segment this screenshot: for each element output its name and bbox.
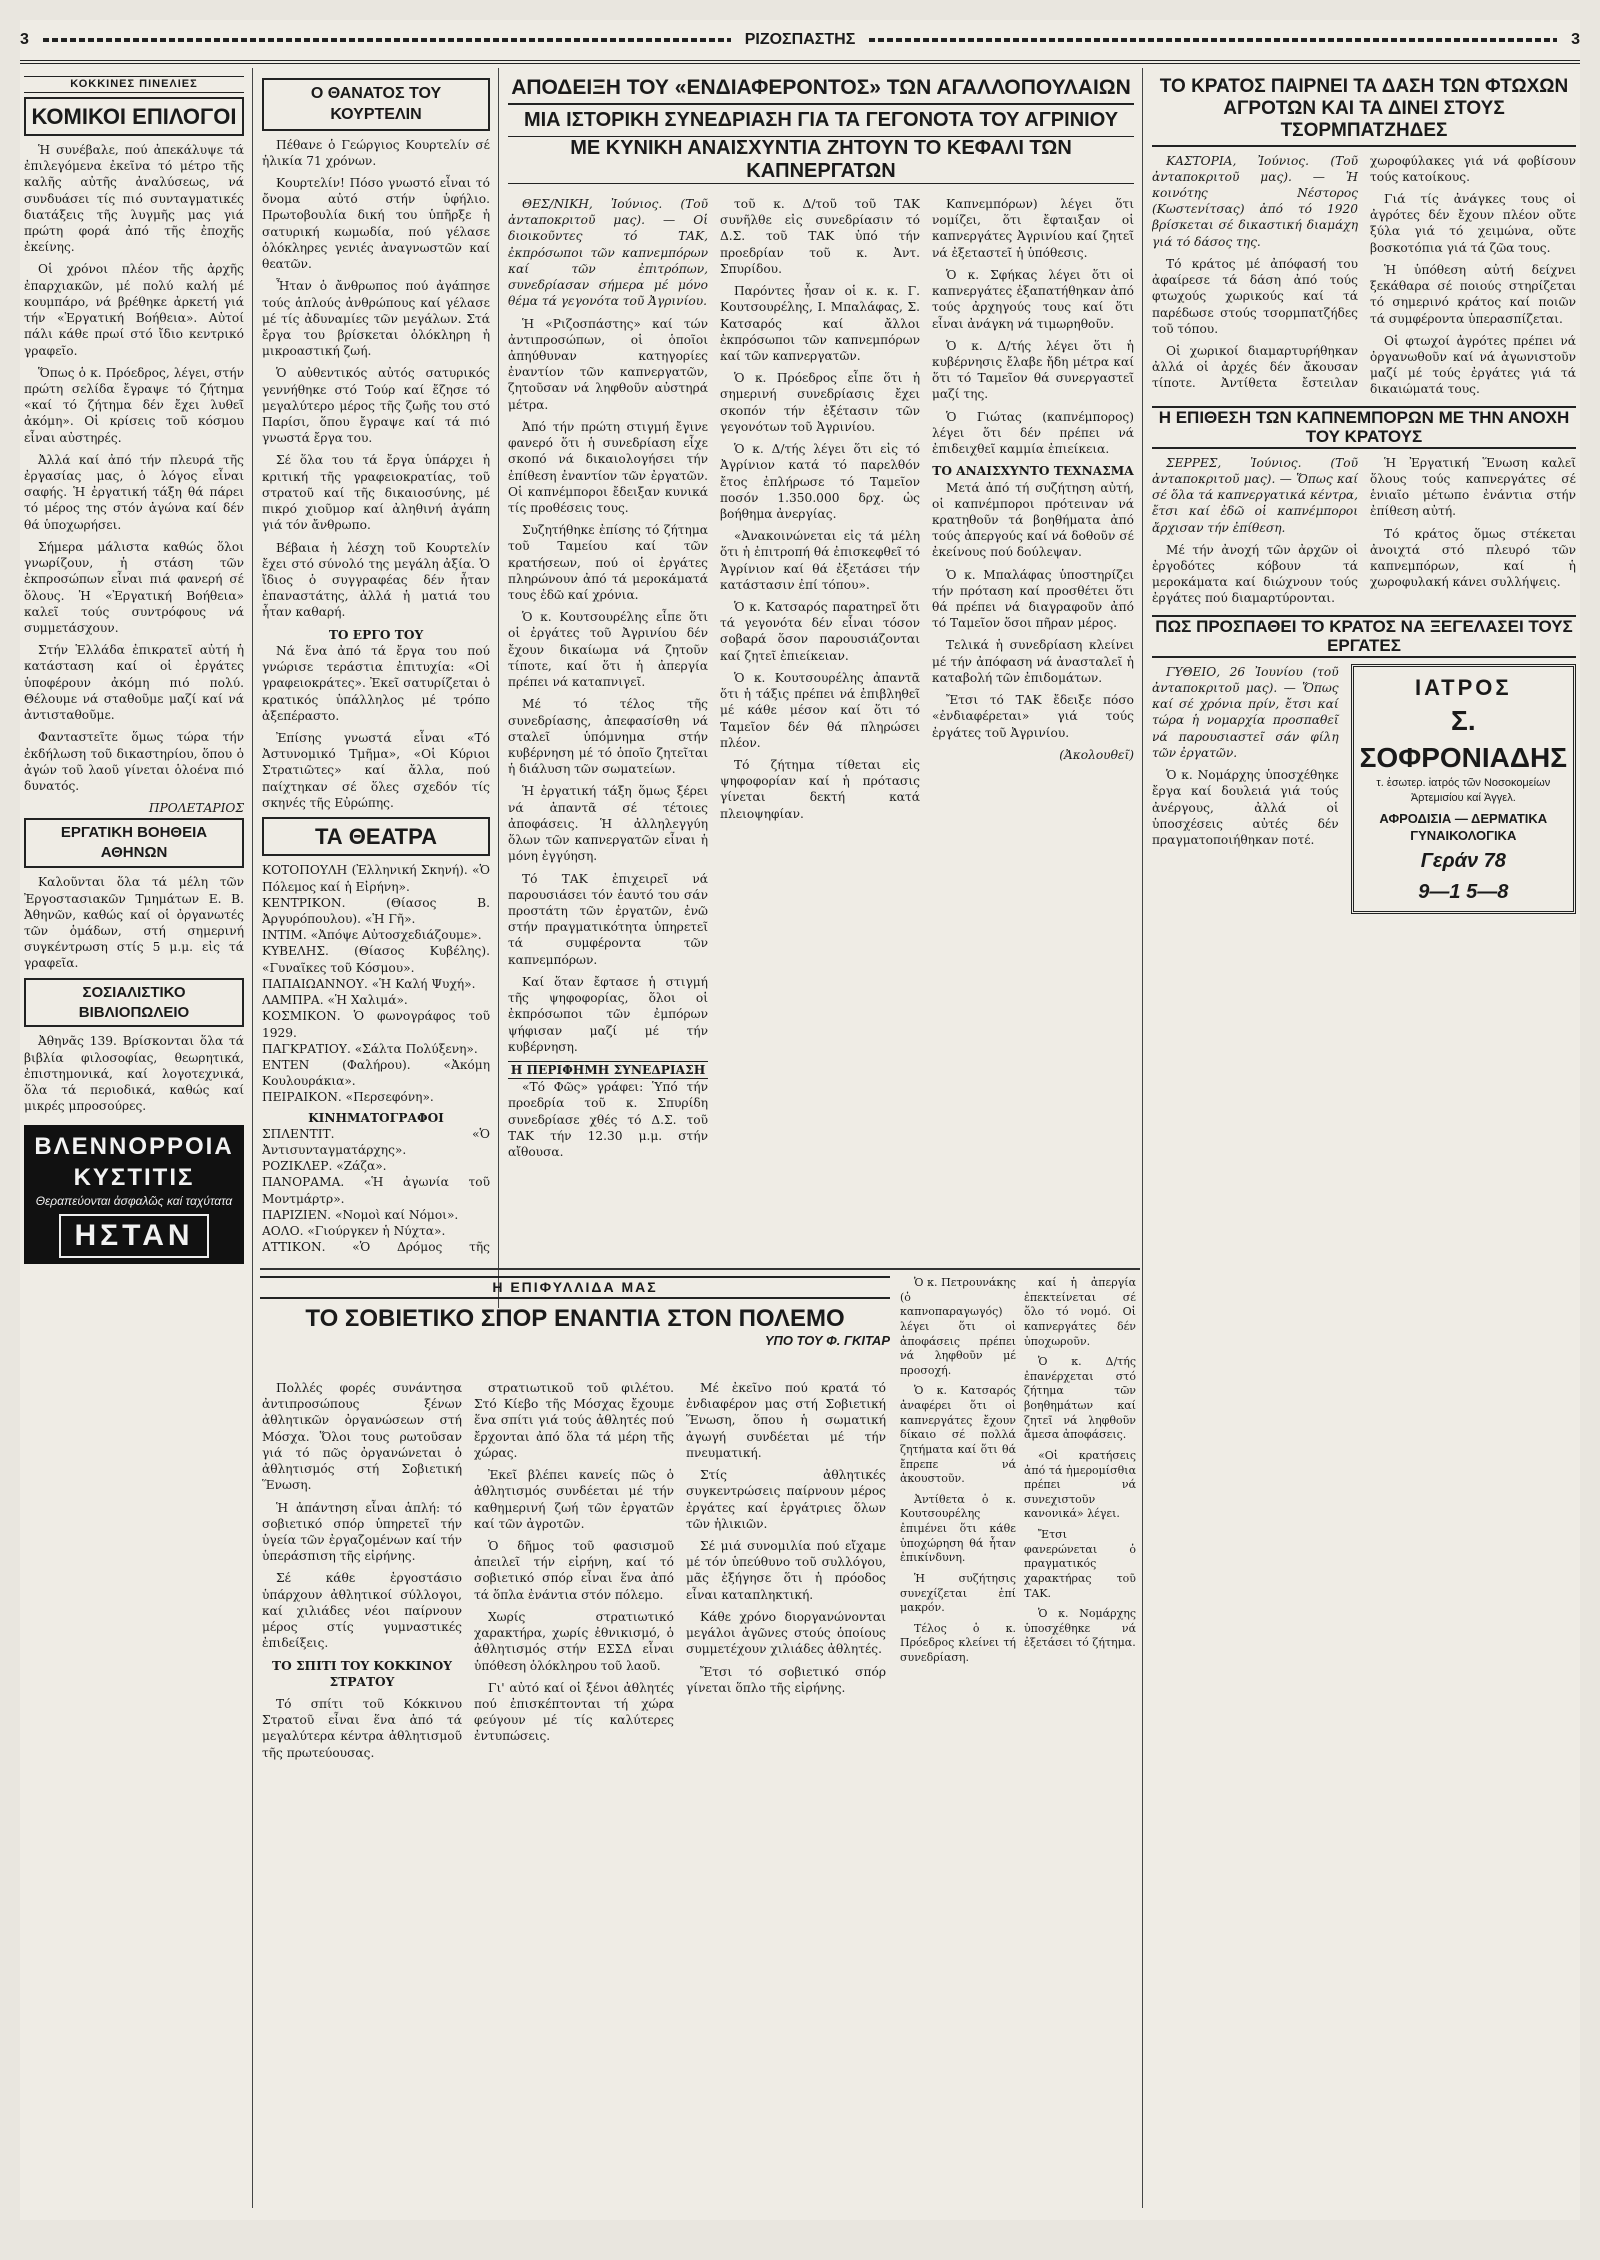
paragraph: Ἐκεῖ βλέπει κανείς πῶς ὁ ἀθλητισμός συνδέεται μέ τήν καθημερινή ζωή τῶν ἐργατῶν καί τῶν ἀγροτῶν. xyxy=(474,1468,674,1531)
masthead xyxy=(20,20,1580,64)
paragraph: Πέθανε ὁ Γεώργιος Κουρτελίν σέ ἡλικία 71 χρόνων. xyxy=(262,137,490,168)
subheading: ΤΟ ΕΡΓΟ ΤΟΥ xyxy=(328,627,424,642)
listing: ΠΑΓΚΡΑΤΙΟΥ. «Σάλτα Πολύξενη». xyxy=(262,1041,478,1056)
column-1 xyxy=(24,76,244,2206)
listing: ΠΕΙΡΑΙΚΟΝ. «Περσεφόνη». xyxy=(262,1090,434,1105)
paragraph: στρατιωτικοῦ τοῦ φιλέτου. Στό Κίεβο τῆς Μόσχας ἔχουμε ἕνα σπίτι γιά τούς ἀθλητές πού ἔρχονται ἀπό ὅλα τά μέρη τῆς χώρας. xyxy=(474,1381,674,1460)
paragraph: Ἡ ἀπάντηση εἶναι ἁπλή: τό σοβιετικό σπόρ ὑπηρετεῖ τήν ὑγεία τῶν ἐργαζομένων καί τήν ὑπεράσπιση τῆς εἰρήνης. xyxy=(262,1500,462,1564)
advertisement xyxy=(24,1125,244,1265)
paragraph: «Οἱ κρατήσεις ἀπό τά ἡμερομίσθια πρέπει νά συνεχιστοῦν κανονικά» λέγει. xyxy=(1024,1448,1136,1521)
ad-hours: 9—1 5—8 xyxy=(1418,880,1509,903)
paragraph: Ὁ κ. Πετρουνάκης (ὁ καπνοπαραγωγός) λέγει ὅτι οἱ ἀποφάσεις πρέπει νά ληφθοῦν μέ προσοχή. xyxy=(900,1276,1016,1377)
paragraph: Ὁ Γιώτας (καπνέμπορος) λέγει ὅτι δέν πρέπει νά ἐπιδειχθεῖ καμμία ἐπιείκεια. xyxy=(932,409,1134,457)
paragraph: Οἱ χωρικοί διαμαρτυρήθηκαν ἀλλά οἱ ἀρχές δέν ἄκουσαν τίποτε. Ἀντίθετα ἔστειλαν χωροφύλακες γιά νά φοβίσουν τούς κατοίκους. xyxy=(1152,153,1576,391)
paragraph: Γιά τίς ἀνάγκες τους οἱ ἀγρότες δέν ἔχουν πλέον οὔτε ξύλα γιά τό χειμώνα, οὔτε βοσκοτόπια γιά τά ζῶα τους. xyxy=(1370,191,1576,255)
paragraph: Καπνεμπόρων) λέγει ὅτι νομίζει, ὅτι ἔφταιξαν οἱ καπνεργάτες Ἀγρινίου καί ζητεῖ νά ἐξεταστεῖ ἡ ὑπόθεσις. xyxy=(932,197,1134,260)
paragraph: Τό κράτος μέ ἀπόφασή του ἀφαίρεσε τά δάση ἀπό τούς φτωχούς χωρικούς καί τά παρέδωσε στούς τσορμπατζήδες τοῦ τόπου. xyxy=(1152,256,1358,336)
lower-column-5 xyxy=(1024,1276,1136,2216)
paragraph: ΓΥΘΕΙΟ, 26 Ἰουνίου (τοῦ ἀνταποκριτοῦ μας). — Ὅπως καί σέ χρόνια πρίν, ἔτσι καί τώρα ἡ νομαρχία προσπαθεῖ νά παρουσιαστεῖ σάν φίλη τῶν ἐργατῶν. xyxy=(1152,664,1339,760)
ad-line: τ. ἐσωτερ. ἰατρός τῶν Νοσοκομείων Ἀρτεμισίου καί Ἀγγελ. xyxy=(1376,777,1551,805)
main-subheadline: ΜΙΑ ΙΣΤΟΡΙΚΗ ΣΥΝΕΔΡΙΑΣΗ ΓΙΑ ΤΑ ΓΕΓΟΝΟΤΑ ΤΟΥ ΑΓΡΙΝΙΟΥ xyxy=(523,109,1119,132)
article-headline: Ο ΘΑΝΑΤΟΣ ΤΟΥ ΚΟΥΡΤΕΛΙΝ xyxy=(262,78,490,131)
paragraph: Ἀντίθετα ὁ κ. Κουτσουρέλης ἐπιμένει ὅτι κάθε ὑποχώρηση θά ἦταν ἐπικίνδυνη. xyxy=(900,1492,1016,1565)
paragraph: Τελικά ἡ συνεδρίαση κλείνει μέ τήν ἀπόφαση νά ἀνασταλεῖ ἡ καταβολή τῶν ἐπιδομάτων. xyxy=(932,638,1134,685)
article-body xyxy=(1152,455,1576,607)
listing: ΡΟΖΙΚΛΕΡ. «Ζάζα». xyxy=(262,1159,387,1174)
section-divider xyxy=(260,1268,1140,1270)
paragraph: Ὁ κ. Δ/τής λέγει ὅτι ἡ κυβέρνησις ἔλαβε ἤδη μέτρα καί ὅτι τό Ταμεῖον θά συνεργαστεῖ μαζί της. xyxy=(932,338,1134,402)
paragraph: Σήμερα μάλιστα καθώς ὅλοι γνωρίζουν, ἡ στάση τῶν ἐκπροσώπων εἶναι πιά φανερή σέ ὅλους. Ἡ «Ἐργατική Βοήθεια» καλεῖ τούς συντρόφους νά συμμετάσχουν. xyxy=(24,539,244,635)
listing: ΙΝΤΙΜ. «Ἀπόψε Αὐτοσχεδιάζουμε». xyxy=(262,928,482,943)
article-body xyxy=(1152,664,1576,915)
article-body xyxy=(1152,153,1576,398)
paragraph: Πολλές φορές συνάντησα ἀντιπροσώπους ξένων ἀθλητικῶν ὀργανώσεων στή Μόσχα. Ὅλοι τους ρωτοῦσαν γιά τό πῶς ὀργανώνεται ὁ ἀθλητισμός στή Σοβιετική Ἕνωση. xyxy=(262,1381,462,1493)
paragraph: Τό ΤΑΚ ἐπιχειρεῖ νά παρουσιάσει τόν ἑαυτό του σάν προστάτη τῶν ἐργατῶν, ἐνῶ στήν πραγματικότητα ὑπηρετεῖ τά συμφέροντα τῶν καπνεμπόρων. xyxy=(508,871,708,967)
ad-name: Σ. ΣΟΦΡΟΝΙΑΔΗΣ xyxy=(1359,705,1568,774)
subheading: ΤΟ ΑΝΑΙΣΧΥΝΤΟ ΤΕΧΝΑΣΜΑ xyxy=(932,464,1134,479)
feuilleton-column-2 xyxy=(474,1380,674,2216)
feuilleton-column-3 xyxy=(686,1380,886,2216)
feuilleton-header xyxy=(260,1276,890,1376)
doctor-advertisement xyxy=(1351,664,1576,915)
column-4 xyxy=(720,196,920,1256)
article-headline: ΤΟ ΚΡΑΤΟΣ ΠΑΙΡΝΕΙ ΤΑ ΔΑΣΗ ΤΩΝ ΦΤΩΧΩΝ ΑΓΡΟΤΩΝ ΚΑΙ ΤΑ ΔΙΝΕΙ ΣΤΟΥΣ ΤΣΟΡΜΠΑΤΖΗΔΕΣ xyxy=(1152,76,1576,147)
listing: ΛΑΜΠΡΑ. «Ἡ Χαλιμά». xyxy=(262,993,408,1008)
paragraph: Τό σπίτι τοῦ Κόκκινου Στρατοῦ εἶναι ἕνα ἀπό τά μεγαλύτερα κέντρα ἀθλητισμοῦ τῆς πρωτεύουσας. xyxy=(262,1696,462,1760)
paragraph: Φανταστεῖτε ὅμως τώρα τήν ἐκδήλωση τοῦ δικαστηρίου, ὅπου ὁ ἀγών τοῦ λαοῦ γίνεται ὁλοένα πιό δυνατός. xyxy=(24,730,244,793)
listing: ΠΑΝΟΡΑΜΑ. «Ἡ ἀγωνία τοῦ Μοντμάρτρ». xyxy=(262,1175,490,1206)
column-rule xyxy=(498,68,499,1308)
paragraph: Ἡ ἐργατική τάξη ὅμως ξέρει νά ἀπαντᾶ σέ τέτοιες ἀποφάσεις. Ἡ ἀλληλεγγύη ὅλων τῶν καπνεργατῶν εἶναι ἡ μόνη ἐγγύηση. xyxy=(508,784,708,864)
paragraph: ΘΕΣ/ΝΙΚΗ, Ἰούνιος. (Τοῦ ἀνταποκριτοῦ μας). — Οἱ διοικοῦντες τό ΤΑΚ, ἐκπρόσωποι τῶν καπνεμπόρων καί τῶν ἐπιτρόπων, συνεδρίασαν σήμερα μέ μόνο θέμα τά γεγονότα τοῦ Ἀγρινίου. xyxy=(508,197,708,309)
paragraph: Στίς ἀθλητικές συγκεντρώσεις παίρνουν μέρος ἐργάτες καί ἐργάτριες ὅλων τῶν ἡλικιῶν. xyxy=(686,1468,886,1531)
listing: ΕΝΤΕΝ (Φαλήρου). «Ἀκόμη Κουλουράκια». xyxy=(262,1057,490,1089)
paragraph: Ἀθηνᾶς 139. Βρίσκονται ὅλα τά βιβλία φιλοσοφίας, θεωρητικά, ἐπιστημονικά, καί λογοτεχνικά, ὅλα τά περιοδικά, καθώς καί μικρές μπροσούρες. xyxy=(24,1034,244,1114)
paragraph: Ἡ συζήτησις συνεχίζεται ἐπί μακρόν. xyxy=(900,1571,1016,1615)
column-6 xyxy=(1152,76,1576,2206)
subheading: Η ΠΕΡΙΦΗΜΗ ΣΥΝΕΔΡΙΑΣΗ xyxy=(508,1061,708,1079)
ad-line: Θεραπεύονται ἀσφαλῶς καί ταχύτατα xyxy=(35,1194,233,1209)
paragraph: Μέ τό τέλος τῆς συνεδρίασης, ἀπεφασίσθη νά σταλεῖ ὑπόμνημα στήν κυβέρνηση μέ τό ὁποῖο ζητεῖται ἡ διάλυση τῶν σωματείων. xyxy=(508,697,708,777)
article-headline: Η ΕΠΙΘΕΣΗ ΤΩΝ ΚΑΠΝΕΜΠΟΡΩΝ ΜΕ ΤΗΝ ΑΝΟΧΗ ΤΟΥ ΚΡΑΤΟΥΣ xyxy=(1152,406,1576,449)
paragraph: Κουρτελίν! Πόσο γνωστό εἶναι τό ὄνομα αὐτό στήν ὑφήλιο. Πρωτοβουλία δική του ὑπῆρξε ἡ σατυρική κωμωδία, πού γέλασε ὁλόκληρες γενιές ἀναγνωστῶν καί θεατῶν. xyxy=(262,175,490,272)
listing: ΑΤΤΙΚΟΝ. «Ὁ Δρόμος τῆς xyxy=(262,1240,490,1255)
paragraph: «Ἀνακοινώνεται εἰς τά μέλη ὅτι ἡ ἐπιτροπή θά ἐπισκεφθεῖ τό Ἀγρίνιον καί θά ἐξετάσει τήν κατάστασιν ἐπί τόπου». xyxy=(720,529,920,592)
paragraph: Καλοῦνται ὅλα τά μέλη τῶν Ἐργοστασιακῶν Τμημάτων Ε. Β. Ἀθηνῶν, καθώς καί οἱ ὀργανωτές τῶν ὁμάδων, στή σημερινή συγκέντρωση στίς 5 μ.μ. εἰς τά γραφεῖα. xyxy=(24,875,244,971)
paragraph: Σέ κάθε ἐργοστάσιο ὑπάρχουν ἀθλητικοί σύλλογοι, καί χιλιάδες νέοι παίρνουν μέρος στίς γυμναστικές ἐπιδείξεις. xyxy=(262,1571,462,1651)
paragraph: Ὁ δῆμος τοῦ φασισμοῦ ἀπειλεῖ τήν εἰρήνη, καί τό σοβιετικό σπόρ εἶναι ἕνα ἀπό τά ὅπλα ἐνάντια στόν πόλεμο. xyxy=(474,1538,674,1602)
paragraph: Ἔτσι φανερώνεται ὁ πραγματικός χαρακτήρας τοῦ ΤΑΚ. xyxy=(1024,1528,1136,1600)
paragraph: τοῦ κ. Δ/τοῦ τοῦ ΤΑΚ συνῆλθε εἰς συνεδρίασιν τό Δ.Σ. τοῦ ΤΑΚ ὑπό τήν προεδρίαν τοῦ κ. Ἀντ. Σπυρίδου. xyxy=(720,197,920,276)
paragraph: Ὁ κ. Δ/τής ἐπανέρχεται στό ζήτημα τῶν βοηθημάτων καί ζητεῖ νά ληφθοῦν ἄμεσα ἀποφάσεις. xyxy=(1024,1355,1136,1442)
paragraph: Ἀπό τήν πρώτη στιγμή ἔγινε φανερό ὅτι ἡ συνεδρίαση εἶχε σκοπό νά δικαιολογήσει τήν ἐπίθεση ἐναντίον τῶν ἐργατῶν. Οἱ καπνέμποροι ἔδειξαν κυνικά τίς προθέσεις τους. xyxy=(508,419,708,515)
paragraph: Οἱ χρόνοι πλέον τῆς ἀρχῆς ἐπαρχιακῶν, μέ πολύ καλή μέ κουμπάρο, νά βρέθηκε ἀρκετή γιά τήν «Ἐργατική Βοήθεια». Αὐτοί πάλι κάθε πρωί στό ἴδιο κεντρικό γραφεῖο. xyxy=(24,262,244,358)
paragraph: Κάθε χρόνο διοργανώνονται μεγάλοι ἀγῶνες στούς ὁποίους συμμετέχουν χιλιάδες ἀθλητές. xyxy=(686,1609,886,1657)
paragraph: Ἐπίσης γνωστά εἶναι «Τό Ἀστυνομικό Τμῆμα», «Οἱ Κύριοι Στρατιῶτες» καί ἄλλα, πού παίχτηκαν σέ ὅλες σχεδόν τίς σκηνές τῆς Εὐρώπης. xyxy=(262,730,490,810)
paragraph: ΚΑΣΤΟΡΙΑ, Ἰούνιος. (Τοῦ ἀνταποκριτοῦ μας). — Ἡ κοινότης Νέστορος (Κωστενίτσας) ἀπό τό 1920 βρίσκεται σέ δικαστική διαμάχη γιά τό δάσος της. xyxy=(1152,153,1358,249)
column-rule xyxy=(1142,68,1143,2208)
paragraph: Ὁ κ. Δ/τής λέγει ὅτι εἰς τό Ἀγρίνιον κατά τό παρελθόν ἔτος ἐπλήρωσε τό Ταμεῖον ποσόν 1.350.000 δρχ. ὡς βοήθημα ἀνεργίας. xyxy=(720,442,920,521)
paragraph: Τέλος ὁ κ. Πρόεδρος κλείνει τή συνεδρίαση. xyxy=(900,1621,1016,1664)
lower-column-4 xyxy=(900,1276,1016,2216)
section-headline: ΣΟΣΙΑΛΙΣΤΙΚΟ ΒΙΒΛΙΟΠΩΛΕΙΟ xyxy=(24,978,244,1028)
paragraph: Μέ τήν ἀνοχή τῶν ἀρχῶν οἱ ἐργοδότες κόβουν τά μεροκάματα καί διώχνουν τούς ἐργάτες πού διαμαρτύρονται. xyxy=(1152,542,1358,606)
subheading: ΤΟ ΣΠΙΤΙ ΤΟΥ ΚΟΚΚΙΝΟΥ ΣΤΡΑΤΟΥ xyxy=(272,1658,452,1689)
section-kicker: ΚΟΚΚΙΝΕΣ ΠΙΝΕΛΙΕΣ xyxy=(24,76,244,93)
paragraph: Ὁ κ. Κουτσουρέλης ἀπαντᾶ ὅτι ἡ τάξις πρέπει νά ἐπιβληθεῖ μέ κάθε μέσον καί ὅτι τό Ταμεῖον δέν θά πληρώσει πλέον. xyxy=(720,670,920,750)
ad-line: ΚΥΣΤΙΤΙΣ xyxy=(73,1164,195,1192)
paragraph: Σέ ὅλα του τά ἔργα ὑπάρχει ἡ κριτική τῆς γραφειοκρατίας, τοῦ στρατοῦ καί τῆς δικαιοσύνης, μέ πικρό χιοῦμορ καί ἀληθινή ἀγάπη γιά τόν ἄνθρωπο. xyxy=(262,453,490,533)
paragraph: Γι' αὐτό καί οἱ ξένοι ἀθλητές πού ἐπισκέπτονται τή χώρα φεύγουν μέ τίς καλύτερες ἐντυπώσεις. xyxy=(474,1680,674,1744)
paragraph: Τό ζήτημα τίθεται εἰς ψηφοφορίαν καί ἡ πρότασις γίνεται δεκτή κατά πλειοψηφίαν. xyxy=(720,758,920,821)
paragraph: Ἀλλά καί ἀπό τήν πλευρά τῆς ἐργασίας μας, ὁ λόγος εἶναι σαφής. Ἡ ἐργατική τάξη θά πάρει τό μέρος της στόν ἀγώνα καί δέν θά ὑποχωρήσει. xyxy=(24,452,244,532)
paragraph: Σέ μιά συνομιλία πού εἴχαμε μέ τόν ὑπεύθυνο τοῦ συλλόγου, μᾶς ἐξήγησε ὅτι ἡ πρόοδος εἶναι καταπληκτική. xyxy=(686,1538,886,1602)
listing: ΚΥΒΕΛΗΣ. (Θίασος Κυβέλης). «Γυναῖκες τοῦ Κόσμου». xyxy=(262,944,490,975)
paragraph: καί ἡ ἀπεργία ἐπεκτείνεται σέ ὅλο τό νομό. Οἱ καπνεργάτες δέν ὑποχωροῦν. xyxy=(1024,1276,1136,1348)
article-text xyxy=(1152,664,1339,915)
newspaper-page xyxy=(20,20,1580,2220)
main-headline: ΑΠΟΔΕΙΞΗ ΤΟΥ «ΕΝΔΙΑΦΕΡΟΝΤΟΣ» ΤΩΝ ΑΓΑΛΛΟΠΟΥΛΑΙΩΝ xyxy=(508,76,1134,105)
listing: ΣΠΛΕΝΤΙΤ. «Ὁ Ἀντισυνταγματάρχης». xyxy=(262,1126,490,1158)
paragraph: Ἡ ὑπόθεση αὐτή δείχνει ξεκάθαρα σέ ποιούς στηρίζεται τό σημερινό κράτος καί ποιῶν τά συμφέροντα ὑπερασπίζεται. xyxy=(1370,262,1576,326)
ad-line: ΙΑΤΡΟΣ xyxy=(1415,674,1512,700)
ad-brand: ΗΣΤΑΝ xyxy=(59,1214,209,1258)
section-headline: ΕΡΓΑΤΙΚΗ ΒΟΗΘΕΙΑ ΑΘΗΝΩΝ xyxy=(24,818,244,868)
paragraph: Ὁ κ. Πρόεδρος εἶπε ὅτι ἡ σημερινή συνεδρίασις ἔχει σκοπόν τήν ἐξέτασιν τῶν γεγονότων τοῦ Ἀγρινίου. xyxy=(720,371,920,434)
paragraph: Ἦταν ὁ ἄνθρωπος πού ἀγάπησε τούς ἁπλούς ἀνθρώπους καί γέλασε μέ τίς ἀδυναμίες τῶν μεγάλων. Στά ἔργα του βρίσκεται ὁλόκληρη ἡ μικροαστική ζωή. xyxy=(262,279,490,359)
paragraph: Καί ὅταν ἔφτασε ἡ στιγμή τῆς ψηφοφορίας, ὅλοι οἱ ἐκπρόσωποι τῶν ἐμπόρων ψήφισαν μαζί μέ τήν κυβέρνηση. xyxy=(508,974,708,1054)
paragraph: Χωρίς στρατιωτικό χαρακτήρα, χωρίς ἐθνικισμό, ὁ ἀθλητισμός στήν ΕΣΣΔ εἶναι ὑπόθεση ὁλόκληρου τοῦ λαοῦ. xyxy=(474,1609,674,1673)
subheading: ΚΙΝΗΜΑΤΟΓΡΑΦΟΙ xyxy=(308,1110,444,1125)
paragraph: ΣΕΡΡΕΣ, Ἰούνιος. (Τοῦ ἀνταποκριτοῦ μας). — Ὅπως καί σέ ὅλα τά καπνεργατικά κέντρα, ἔτσι καί ἐδῶ οἱ καπνέμποροι ἄρχισαν τήν ἐπίθεση. xyxy=(1152,455,1358,535)
column-3 xyxy=(508,196,708,1256)
listing: ΚΕΝΤΡΙΚΟΝ. (Θίασος Β. Ἀργυρόπουλου). «Ἡ Γῆ». xyxy=(262,895,490,926)
paragraph: Ὁ κ. Μπαλάφας ὑποστηρίζει τήν πρόταση καί προσθέτει ὅτι θά πρέπει νά διαγραφοῦν ἀπό τό Ταμεῖον ὅσοι πῆραν μέρος. xyxy=(932,567,1134,631)
column-2 xyxy=(262,76,490,1256)
page-number-left: 3 xyxy=(20,31,29,48)
paragraph: Ὁ κ. Κατσαρός παρατηρεῖ ὅτι τά γεγονότα δέν εἶναι τόσον σοβαρά ὅσον παρουσιάζονται καί ζητεῖ ἐπιείκειαν. xyxy=(720,600,920,663)
article-headline: ΠΩΣ ΠΡΟΣΠΑΘΕΙ ΤΟ ΚΡΑΤΟΣ ΝΑ ΞΕΓΕΛΑΣΕΙ ΤΟΥΣ ΕΡΓΑΤΕΣ xyxy=(1152,615,1576,658)
ad-line: ΒΛΕΝΝΟΡΡΟΙΑ xyxy=(34,1132,234,1160)
feuilleton-headline: ΤΟ ΣΟΒΙΕΤΙΚΟ ΣΠΟΡ ΕΝΑΝΤΙΑ ΣΤΟΝ ΠΟΛΕΜΟ xyxy=(305,1304,845,1332)
paragraph: Βέβαια ἡ λέσχη τοῦ Κουρτελίν ἔχει στό σύνολό της μεγάλη ἀξία. Ὁ ἴδιος ὁ συγγραφέας δέν ἦταν ἐπαναστάτης, ἀλλά ἡ ματιά του ἦταν καθαρή. xyxy=(262,540,490,620)
masthead-rule-right xyxy=(869,38,1557,42)
ad-line: ΑΦΡΟΔΙΣΙΑ — ΔΕΡΜΑΤΙΚΑ ΓΥΝΑΙΚΟΛΟΓΙΚΑ xyxy=(1379,810,1548,843)
signature: ΠΡΟΛΕΤΑΡΙΟΣ xyxy=(148,801,244,816)
feuilleton-byline: ΥΠΟ ΤΟΥ Φ. ΓΚΙΤΑΡ xyxy=(764,1333,890,1349)
listing: ΠΑΡΙΖΙΕΝ. «Νομοὶ καί Νόμοι». xyxy=(262,1207,459,1222)
paragraph: Ὁ κ. Νομάρχης ὑποσχέθηκε νά ἐξετάσει τό ζήτημα. xyxy=(1024,1607,1136,1650)
paragraph: Τό κράτος ὅμως στέκεται ἀνοιχτά στό πλευρό τῶν καπνεμπόρων, καί ἡ χωροφυλακή κάνει συλλήψεις. xyxy=(1370,526,1576,590)
paragraph: Ἡ συνέβαλε, πού ἀπεκάλυψε τά ἐπιλεγόμενα ἐκεῖνα τό μέτρο τῆς καλῆς αὐτῆς ἀναλύσεως, νά συνδυάσει τίς πιό συνταγματικές διατάξεις τῆς λυγμῆς μας γιά πρώτη φορά ἀπό τῆς ἐποχῆς ἐκείνης. xyxy=(24,142,244,255)
feuilleton-column-1 xyxy=(262,1380,462,2216)
main-subheadline: ΜΕ ΚΥΝΙΚΗ ΑΝΑΙΣΧΥΝΤΙΑ ΖΗΤΟΥΝ ΤΟ ΚΕΦΑΛΙ ΤΩΝ ΚΑΠΝΕΡΓΑΤΩΝ xyxy=(508,136,1134,184)
paragraph: Ὅπως ὁ κ. Πρόεδρος, λέγει, στήν πρώτη σελίδα ἔγραψε τό ζήτημα «καί τό ζήτημα δέν ἔχει λυθεῖ ἀκόμη». Οἱ κρίσεις τοῦ κόσμου εἶναι αὐστηρές. xyxy=(24,365,244,445)
paragraph: Ἔτσι τό σοβιετικό σπόρ γίνεται ὅπλο τῆς εἰρήνης. xyxy=(686,1664,886,1695)
paragraph: Μέ ἐκεῖνο πού κρατά τό ἐνδιαφέρον μας στή Σοβιετική Ἕνωση, ὅπου ἡ σωματική ἀγωγή συνδέεται μέ τήν πνευματική. xyxy=(686,1381,886,1460)
article-headline: ΚΟΜΙΚΟΙ ΕΠΙΛΟΓΟΙ xyxy=(24,97,244,136)
paragraph: Ἡ Ἐργατική Ἕνωση καλεῖ ὅλους τούς καπνεργάτες σέ ἑνιαῖο μέτωπο ἐνάντια στήν ἐπίθεση αὐτή. xyxy=(1370,455,1576,519)
paragraph: Ὁ αὐθεντικός αὐτός σατυρικός γεννήθηκε στό Τούρ καί ἔζησε τό μεγαλύτερο μέρος τῆς ζωῆς του στό Παρίσι, ὅπου ἔγραψε καί τά πιό γνωστά ἔργα του. xyxy=(262,366,490,446)
listing: ΠΑΠΑΙΩΑΝΝΟΥ. «Ἡ Καλή Ψυχή». xyxy=(262,976,476,991)
ad-address: Γεράν 78 xyxy=(1420,850,1506,873)
paragraph: Ὁ κ. Νομάρχης ὑποσχέθηκε ἔργα καί δουλειά γιά τούς ἀνέργους, ἀλλά οἱ ὑποσχέσεις αὐτές δέν πραγματοποιήθηκαν ποτέ. xyxy=(1152,768,1339,847)
masthead-rule-left xyxy=(43,38,731,42)
paragraph: Στήν Ἑλλάδα ἐπικρατεῖ αὐτή ἡ κατάσταση καί οἱ ἐργάτες ὑποφέρουν ἀκόμη πιό πολύ. Θέλουμε νά σταθοῦμε μαζί καί νά ἀντισταθοῦμε. xyxy=(24,643,244,723)
listing: ΚΟΤΟΠΟΥΛΗ (Ἐλληνική Σκηνή). «Ὁ Πόλεμος καί ἡ Εἰρήνη». xyxy=(262,863,490,894)
page-number-right: 3 xyxy=(1571,31,1581,48)
column-5 xyxy=(932,196,1134,1256)
continuation-note: (Ἀκολουθεῖ) xyxy=(1059,747,1134,762)
column-rule xyxy=(252,68,253,2208)
paragraph: Ὁ κ. Κατσαρός ἀναφέρει ὅτι οἱ καπνεργάτες ἔχουν δίκαιο σέ πολλά ζητήματα καί ὅτι θά ἔπρεπε νά ἀκουστοῦν. xyxy=(900,1384,1016,1486)
paragraph: «Τό Φῶς» γράφει: Ὑπό τήν προεδρία τοῦ κ. Σπυρίδη συνεδρίασε χθές τό Δ.Σ. τοῦ ΤΑΚ τήν 12.30 μ.μ. στήν αἴθουσα. xyxy=(508,1080,708,1160)
listing: ΚΟΣΜΙΚΟΝ. Ὁ φωνογράφος τοῦ 1929. xyxy=(262,1009,490,1040)
feuilleton-banner: Η ΕΠΙΦΥΛΛΙΔΑ ΜΑΣ xyxy=(260,1276,890,1299)
paragraph: Συζητήθηκε ἐπίσης τό ζήτημα τοῦ Ταμείου καί τῶν κρατήσεων, πού οἱ ἐργάτες πληρώνουν ἀπό τά μεροκάματά τους ἐδῶ καί χρόνια. xyxy=(508,523,708,603)
paragraph: Ὁ κ. Κουτσουρέλης εἶπε ὅτι οἱ ἐργάτες τοῦ Ἀγρινίου δέν ἔχουν δικαίωμα νά ζητοῦν τίποτε, καί ὅτι ἡ ἀπεργία πρέπει νά καταπνιγεῖ. xyxy=(508,610,708,690)
paragraph: Νά ἕνα ἀπό τά ἔργα του πού γνώρισε τεράστια ἐπιτυχία: «Οἱ γραφειοκράτες». Ἐκεῖ σατυρίζεται ὁ κρατικός ὑπάλληλος μέ τρόπο ἀξεπέραστο. xyxy=(262,643,490,723)
paragraph: Μετά ἀπό τή συζήτηση αὐτή, οἱ καπνέμποροι πρότειναν νά κρατηθοῦν τά βοηθήματα ἀπό τούς ἀπεργούς καί νά δοθοῦν σέ ἐκείνους πού δούλεψαν. xyxy=(932,480,1134,560)
newspaper-title: ΡΙΖΟΣΠΑΣΤΗΣ xyxy=(744,31,856,48)
listing: ΑΟΛΟ. «Γιούργκεν ἡ Νύχτα». xyxy=(262,1224,446,1239)
paragraph: Παρόντες ἦσαν οἱ κ. κ. Γ. Κουτσουρέλης, Ι. Μπαλάφας, Σ. Κατσαρός καί ἄλλοι ἐκπρόσωποι τῶν καπνεμπόρων καί τῶν καπνεργατῶν. xyxy=(720,284,920,363)
paragraph: Ἡ «Ριζοσπάστης» καί τών ἀντιπροσώπων, οἱ ὁποῖοι ἀπηύθυναν κατηγορίες ἐναντίον τῶν καπνεργατῶν, ζητοῦσαν νά ληφθοῦν αὐστηρά μέτρα. xyxy=(508,316,708,412)
paragraph: Ὁ κ. Σφήκας λέγει ὅτι οἱ καπνεργάτες ἐξαπατήθηκαν ἀπό τούς ἀρχηγούς τους καί ὅτι εἶναι ἀνάγκη νά τιμωρηθοῦν. xyxy=(932,267,1134,331)
section-headline: ΤΑ ΘΕΑΤΡΑ xyxy=(262,817,490,856)
paragraph: Ἔτσι τό ΤΑΚ ἔδειξε πόσο «ἐνδιαφέρεται» γιά τούς ἐργάτες τοῦ Ἀγρινίου. xyxy=(932,693,1134,740)
paragraph: Οἱ φτωχοί ἀγρότες πρέπει νά ὀργανωθοῦν καί νά ἀγωνιστοῦν μαζί μέ τούς ἐργάτες γιά τά δικαιώματά τους. xyxy=(1370,333,1576,397)
